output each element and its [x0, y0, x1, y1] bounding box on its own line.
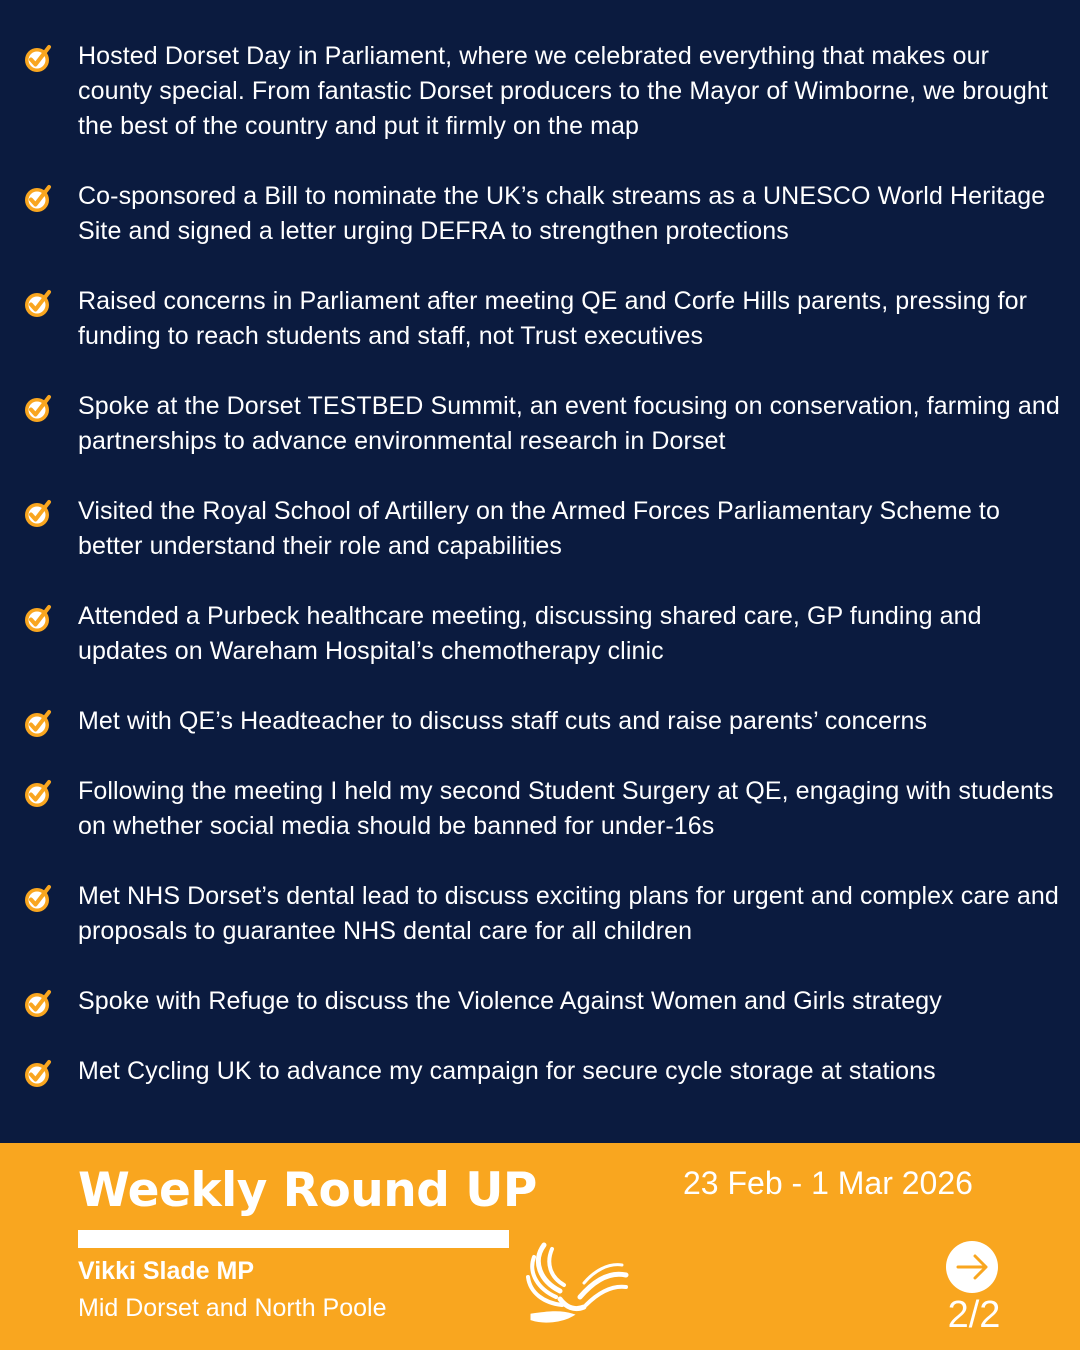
check-circle-icon	[22, 43, 54, 75]
item-text: Hosted Dorset Day in Parliament, where we celebrated everything that makes our county special. From fantastic Dorset producers to the Mayor of Wimborne, we brought the best of the country and put it firmly on the map	[78, 42, 1048, 140]
item-text: Attended a Purbeck healthcare meeting, discussing shared care, GP funding and updates on Wareham Hospital’s chemotherapy clinic	[78, 602, 982, 665]
check-circle-icon	[22, 288, 54, 320]
item-text: Spoke at the Dorset TESTBED Summit, an event focusing on conservation, farming and partnerships to advance environmental research in Dorset	[78, 392, 1060, 455]
item-text: Spoke with Refuge to discuss the Violence Against Women and Girls strategy	[78, 987, 942, 1015]
banner-title: Weekly Round UP	[78, 1163, 537, 1218]
next-page-button[interactable]	[946, 1241, 998, 1293]
check-circle-icon	[22, 393, 54, 425]
check-circle-icon	[22, 778, 54, 810]
item-text: Met with QE’s Headteacher to discuss staff cuts and raise parents’ concerns	[78, 707, 928, 735]
check-circle-icon	[22, 988, 54, 1020]
check-circle-icon	[22, 708, 54, 740]
check-circle-icon	[22, 1058, 54, 1090]
item-text: Visited the Royal School of Artillery on the Armed Forces Parliamentary Scheme to better understand their role and capabilities	[78, 497, 1000, 560]
page-indicator: 2/2	[947, 1294, 1001, 1336]
lib-dem-bird-icon	[522, 1241, 630, 1325]
arrow-right-icon	[946, 1241, 998, 1293]
item-text: Co-sponsored a Bill to nominate the UK’s chalk streams as a UNESCO World Heritage Site and signed a letter urging DEFRA to strengthen protections	[78, 182, 1046, 245]
date-range: 23 Feb - 1 Mar 2026	[683, 1165, 973, 1201]
check-circle-icon	[22, 183, 54, 215]
item-text: Following the meeting I held my second Student Surgery at QE, engaging with students on whether social media should be banned for under-16s	[78, 777, 1054, 840]
item-text: Raised concerns in Parliament after meeting QE and Corfe Hills parents, pressing for funding to reach students and staff, not Trust executives	[78, 287, 1028, 350]
check-circle-icon	[22, 883, 54, 915]
item-text: Met NHS Dorset’s dental lead to discuss exciting plans for urgent and complex care and proposals to guarantee NHS dental care for all children	[78, 882, 1059, 945]
item-text: Met Cycling UK to advance my campaign for secure cycle storage at stations	[78, 1057, 936, 1085]
mp-name: Vikki Slade MP	[78, 1257, 255, 1285]
check-circle-icon	[22, 498, 54, 530]
check-circle-icon	[22, 603, 54, 635]
constituency-name: Mid Dorset and North Poole	[78, 1294, 387, 1322]
title-underline	[78, 1230, 509, 1248]
footer-banner	[0, 1143, 1080, 1350]
